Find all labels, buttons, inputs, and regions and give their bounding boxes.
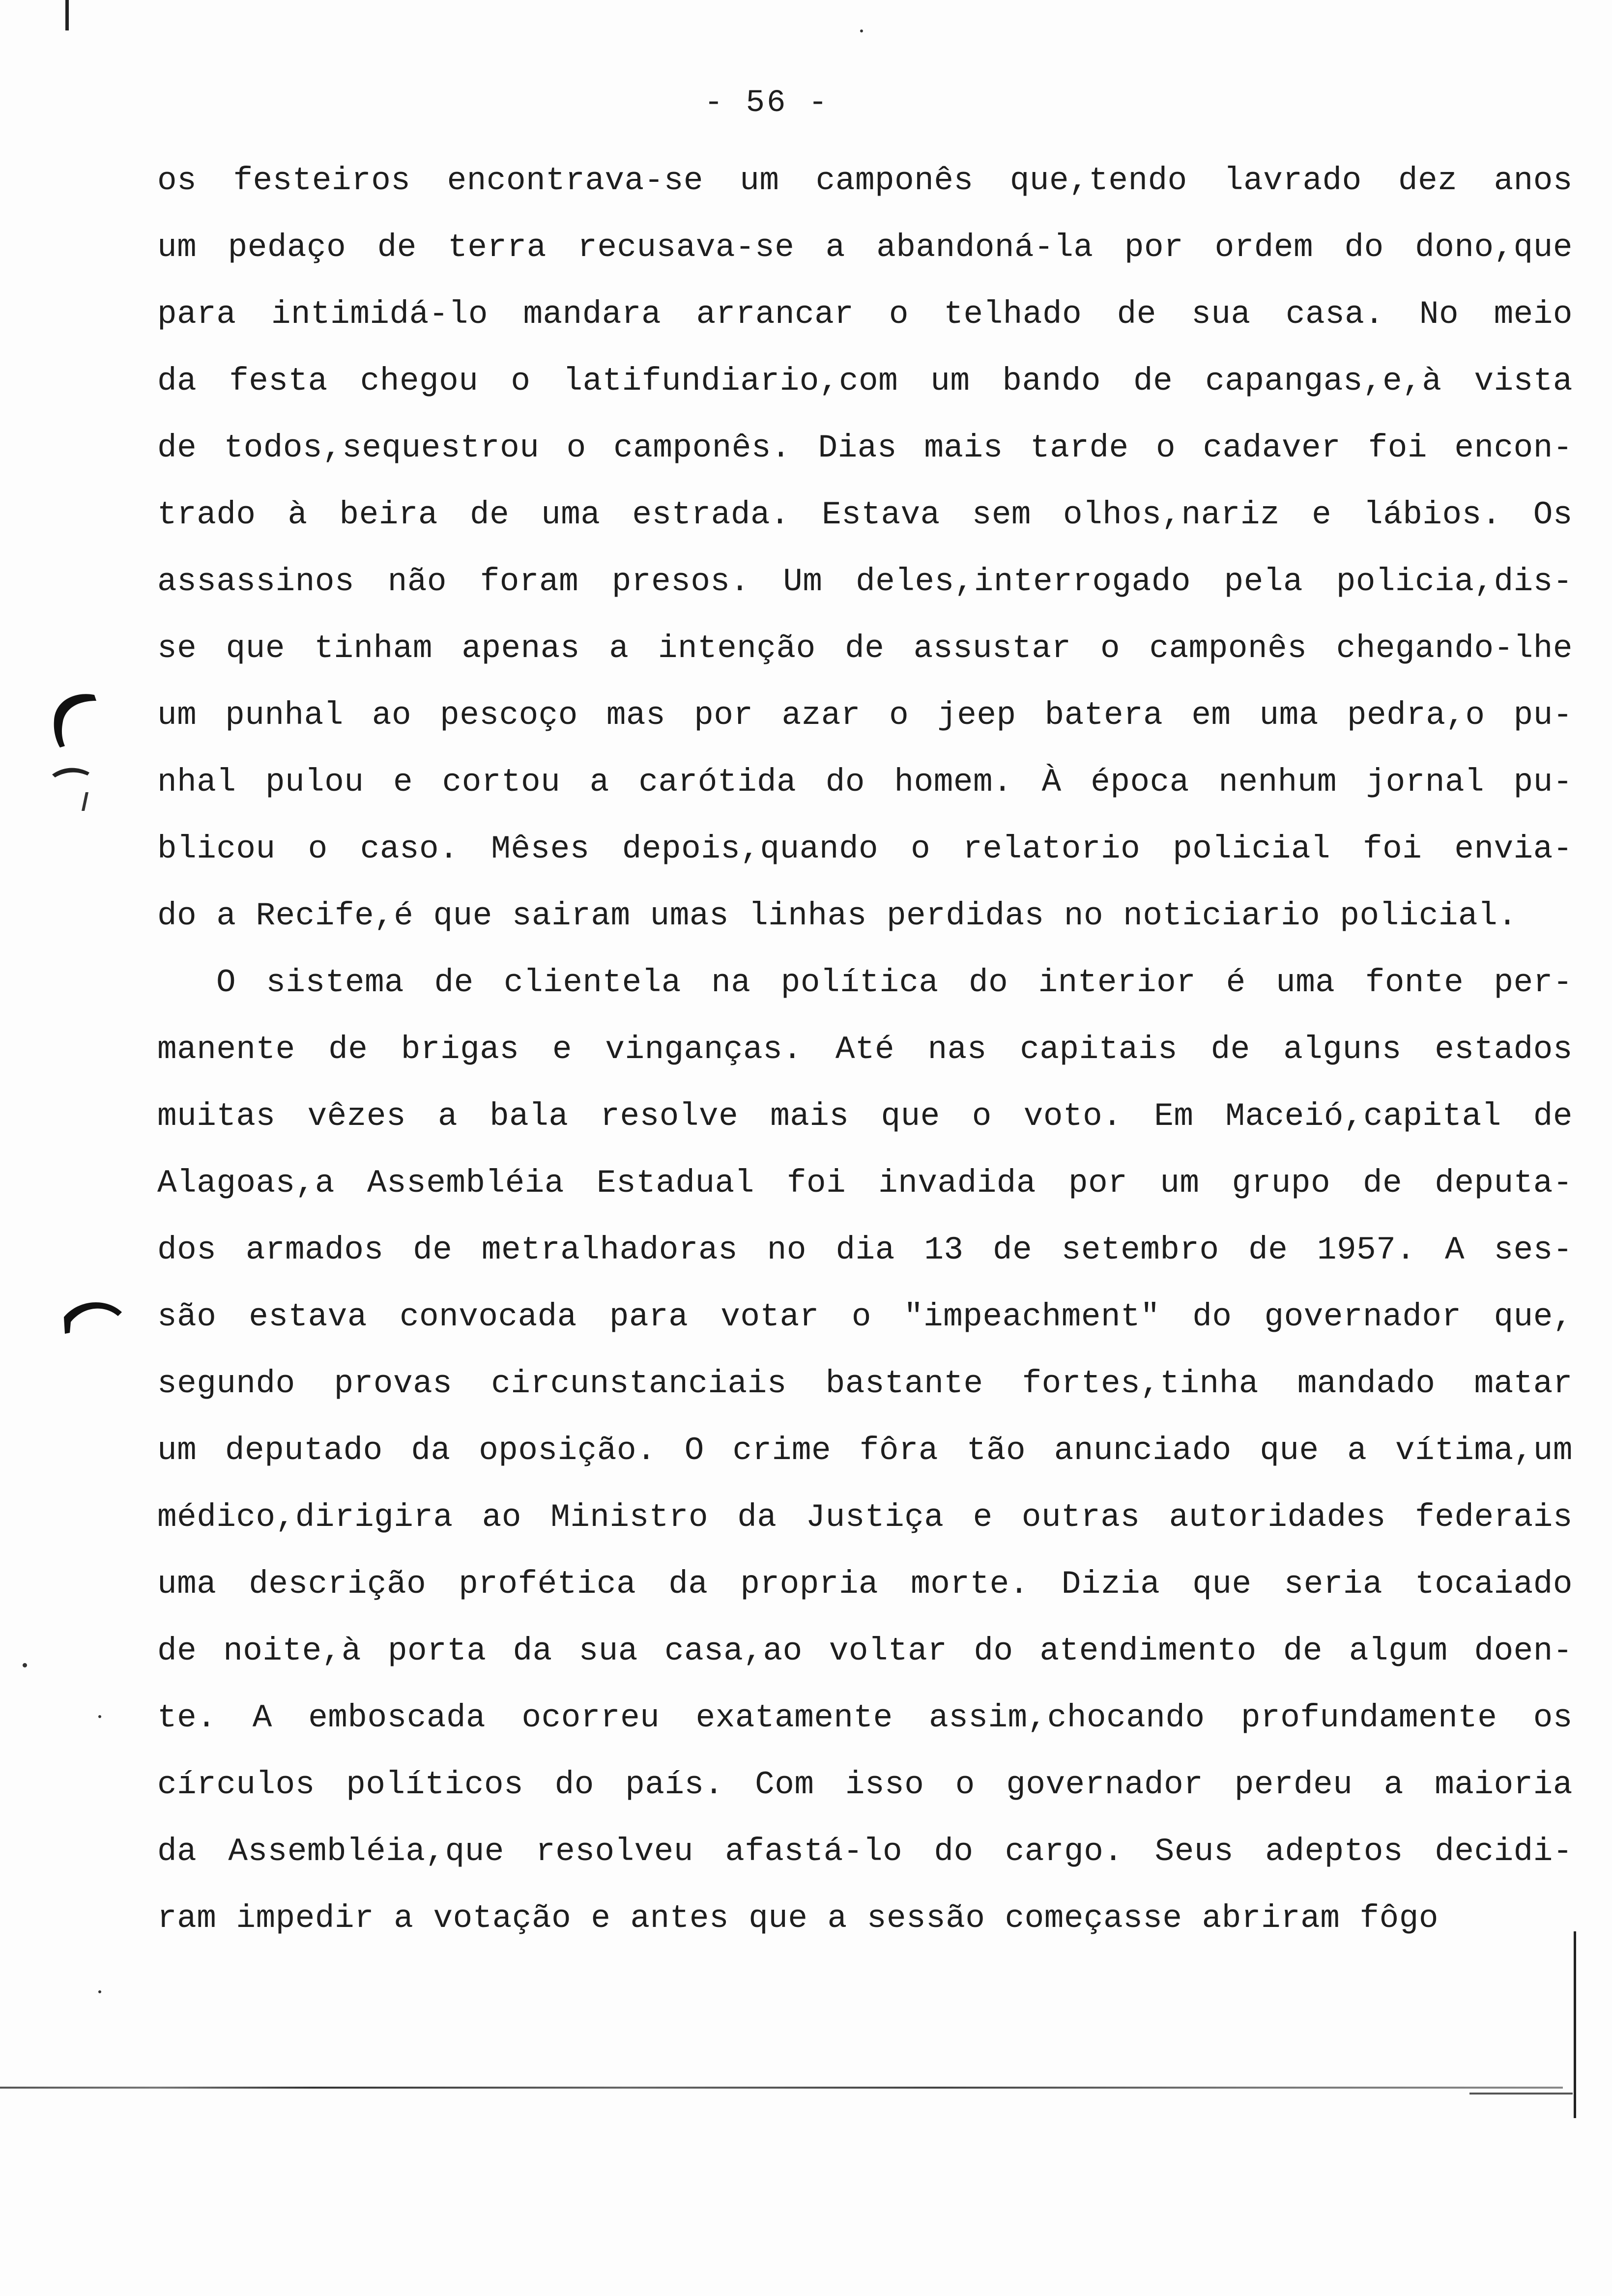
scan-bottom-edge	[0, 2087, 1563, 2089]
text-line: do a Recife,é que sairam umas linhas perdidas no noticiario policial.	[157, 897, 1518, 934]
scan-speck	[98, 1990, 101, 1993]
text-line: nhal pulou e cortou a carótida do homem. À época nenhum jornal pu-	[157, 764, 1573, 801]
margin-mark-2	[48, 760, 97, 789]
scan-speck	[23, 1663, 27, 1667]
text-line: um pedaço de terra recusava-se a abandoná-la por ordem do dono,que	[157, 229, 1573, 266]
text-line: de noite,à porta da sua casa,ao voltar do atendimento de algum doen-	[157, 1633, 1573, 1669]
scan-right-edge	[1574, 1931, 1576, 2118]
text-line: de todos,sequestrou o camponês. Dias mais tarde o cadaver foi encon-	[157, 430, 1573, 466]
text-line: da festa chegou o latifundiario,com um bando de capangas,e,à vista	[157, 363, 1573, 400]
text-line: manente de brigas e vinganças. Até nas capitais de alguns estados	[157, 1031, 1573, 1068]
text-line: um punhal ao pescoço mas por azar o jeep batera em uma pedra,o pu-	[157, 697, 1573, 734]
text-line: círculos políticos do país. Com isso o governador perdeu a maioria	[157, 1766, 1573, 1803]
text-line: blicou o caso. Mêses depois,quando o relatorio policial foi envia-	[157, 831, 1573, 867]
scan-speck	[860, 29, 863, 32]
text-line: são estava convocada para votar o "impeachment" do governador que,	[157, 1298, 1573, 1335]
text-line: se que tinham apenas a intenção de assustar o camponês chegando-lhe	[157, 630, 1573, 667]
text-line: médico,dirigira ao Ministro da Justiça e outras autoridades federais	[157, 1499, 1573, 1536]
text-line: segundo provas circunstanciais bastante fortes,tinha mandado matar	[157, 1365, 1573, 1402]
text-line: O sistema de clientela na política do interior é uma fonte per-	[216, 964, 1573, 1001]
text-line: ram impedir a votação e antes que a sessão começasse abriram fôgo	[157, 1900, 1439, 1937]
margin-mark-4	[59, 1292, 128, 1337]
text-line: um deputado da oposição. O crime fôra tão anunciado que a vítima,um	[157, 1432, 1573, 1469]
scan-speck	[98, 1715, 101, 1718]
text-line: trado à beira de uma estrada. Estava sem olhos,nariz e lábios. Os	[157, 496, 1573, 533]
text-line: Alagoas,a Assembléia Estadual foi invadida por um grupo de deputa-	[157, 1165, 1573, 1202]
text-line: te. A emboscada ocorreu exatamente assim,chocando profundamente os	[157, 1699, 1573, 1736]
margin-mark-3	[79, 789, 93, 814]
page-number: - 56 -	[704, 86, 830, 121]
scan-edge-mark	[65, 0, 69, 30]
document-body	[157, 147, 1573, 1952]
text-line: dos armados de metralhadoras no dia 13 de setembro de 1957. A ses-	[157, 1232, 1573, 1268]
text-line: os festeiros encontrava-se um camponês que,tendo lavrado dez anos	[157, 162, 1573, 199]
text-line: uma descrição profética da propria morte. Dizia que seria tocaiado	[157, 1566, 1573, 1603]
text-line: da Assembléia,que resolveu afastá-lo do cargo. Seus adeptos decidi-	[157, 1833, 1573, 1870]
scan-bottom-edge-2	[1469, 2093, 1573, 2095]
margin-mark-1	[45, 686, 104, 750]
text-line: para intimidá-lo mandara arrancar o telhado de sua casa. No meio	[157, 296, 1573, 333]
text-line: muitas vêzes a bala resolve mais que o voto. Em Maceió,capital de	[157, 1098, 1573, 1135]
text-line: assassinos não foram presos. Um deles,interrogado pela policia,dis-	[157, 563, 1573, 600]
